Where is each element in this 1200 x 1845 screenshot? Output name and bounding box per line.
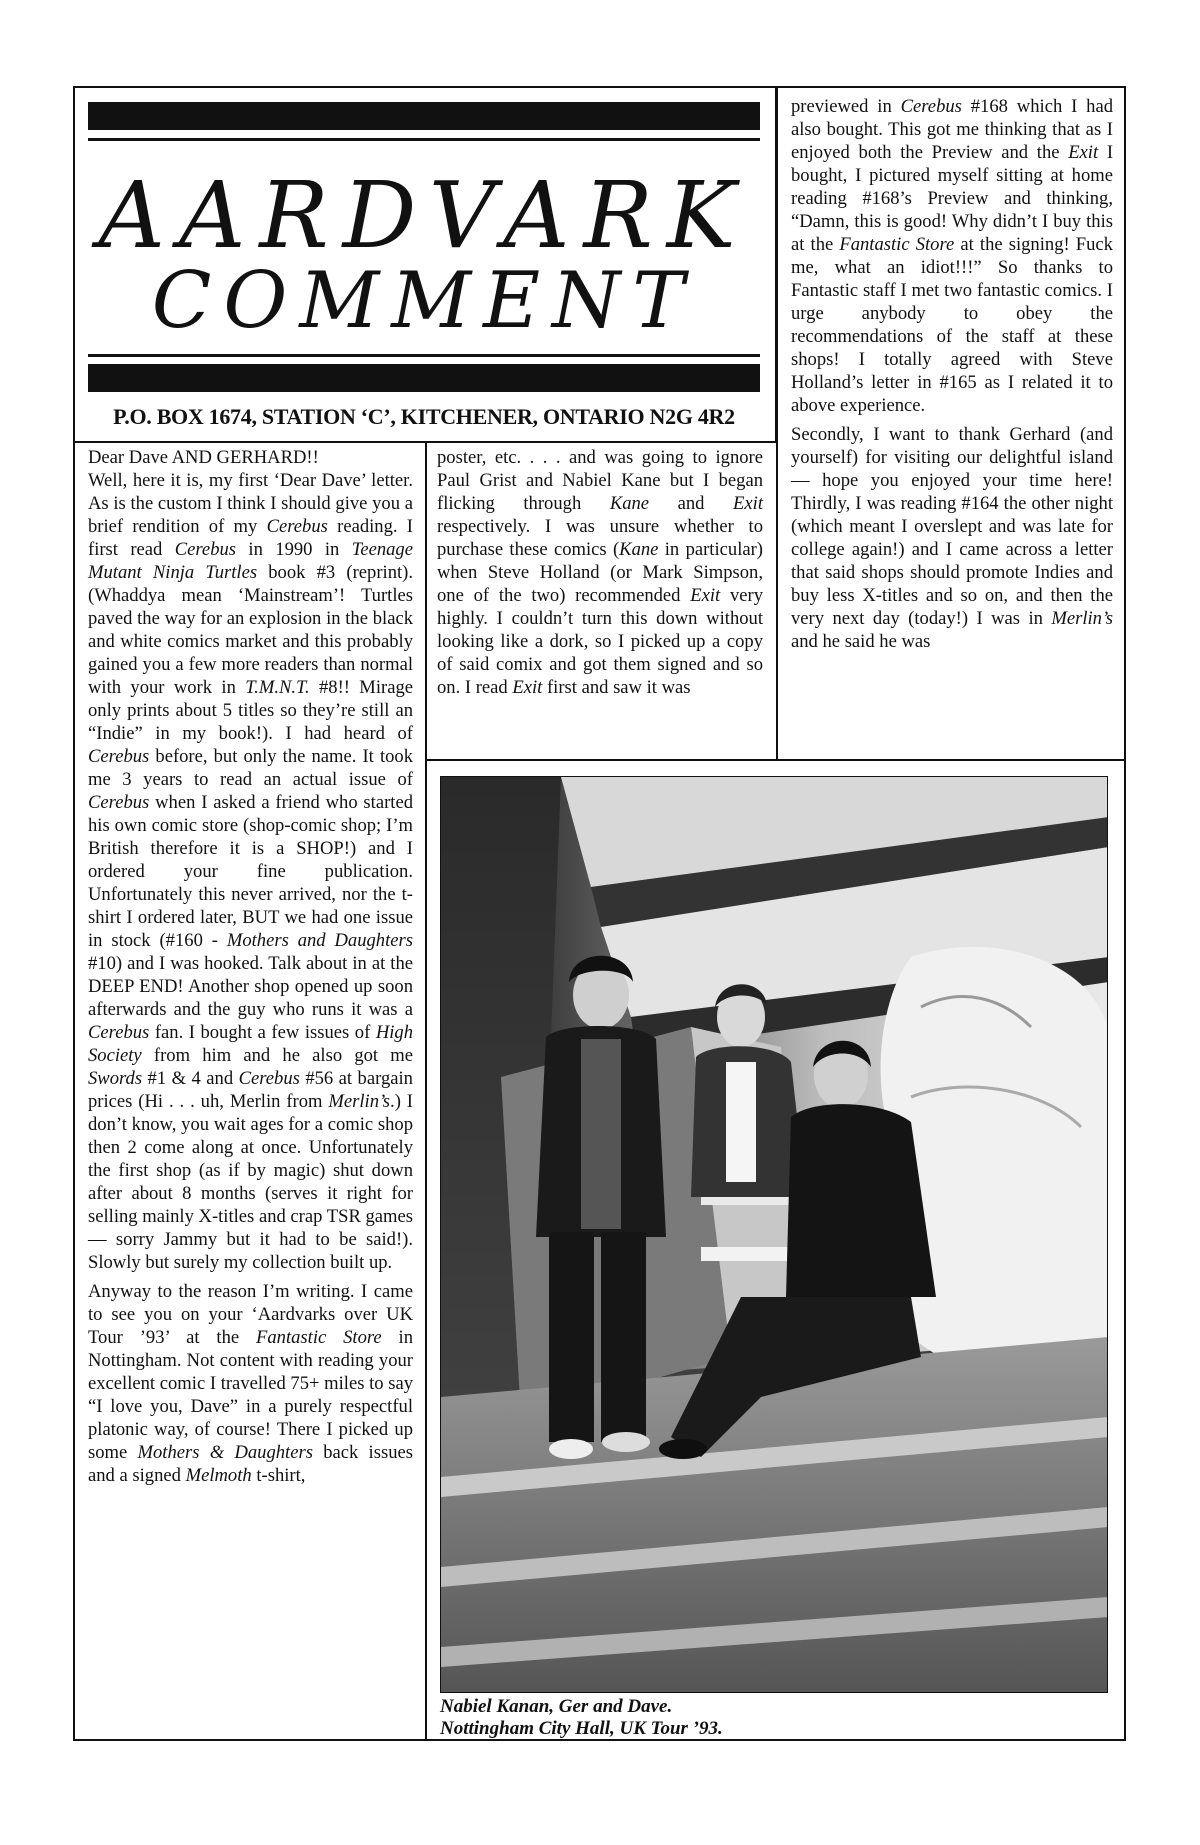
letter-paragraph-1: Well, here it is, my first ‘Dear Dave’ letter. As is the custom I think I should give you a brief rendition of my Cerebus reading. I first read Cerebus in 1990 in Teenage Mutant Ninja Turtles book #3 (reprint). (Whaddya mean ‘Mainstream’! Turtles paved the way for an explosion in the black and white comics market and this probably gained you a few more readers than normal with your work in T.M.N.T. #8!! Mirage only prints about 5 titles so they’re still an “Indie” in my book!). I had heard of Cerebus before, but only the name. It took me 3 years to read an actual issue of Cerebus when I asked a friend who started his own comic store (shop-comic shop; I’m British therefore it is a SHOP!) and I ordered your fine publication. Unfortunately this never arrived, nor the t-shirt I ordered later, BUT we had one issue in stock (#160 - Mothers and Daughters #10) and I was hooked. Talk about in at the DEEP END! Another shop opened up soon afterwards and the guy who runs it was a Cerebus fan. I bought a few issues of High Society from him and he also got me Swords #1 & 4 and Cerebus #56 at bargain prices (Hi . . . uh, Merlin from Merlin’s.) I don’t know, you wait ages for a comic shop then 2 come along at once. Unfortunately the first shop (as if by magic) shut down after about 8 months (serves it right for selling mainly X-titles and crap TSR games — sorry Jammy but it had to be said!). Slowly but surely my collection built up. [88, 470, 413, 1273]
photo-top-rule [425, 759, 1126, 761]
masthead-top-bar [88, 102, 760, 130]
masthead-title-line2: COMMENT [151, 256, 697, 346]
column-rule [425, 441, 427, 1741]
letter-salutation: Dear Dave AND GERHARD!! [88, 447, 319, 468]
photo-caption [440, 1696, 1108, 1740]
masthead [73, 86, 777, 441]
masthead-top-rule [88, 138, 760, 141]
letter-paragraph-2: Anyway to the reason I’m writing. I came to see you on your ‘Aardvarks over UK Tour ’93’ at the Fantastic Store in Nottingham. Not content with reading your excellent comic I travelled 75+ miles to say “I love you, Dave” in a purely respectful platonic way, of course! There I picked up some Mothers & Daughters back issues and a signed Melmoth t-shirt, [88, 1281, 413, 1486]
masthead-address: P.O. BOX 1674, STATION ‘C’, KITCHENER, ONTARIO N2G 4R2 [113, 404, 735, 429]
masthead-bottom-bar [88, 364, 760, 392]
group-photo [440, 776, 1108, 1693]
letter-paragraph-3: previewed in Cerebus #168 which I had also bought. This got me thinking that as I enjoyed both the Preview and the Exit I bought, I pictured myself sitting at home reading #168’s Preview and thinking, “Damn, this is good! Why didn’t I buy this at the Fantastic Store at the signing! Fuck me, what an idiot!!!” So thanks to Fantastic staff I met two fantastic comics. I urge anybody to obey the recommendations of the staff at these shops! I totally agreed with Steve Holland’s letter in #165 as I related it to above experience. [791, 96, 1114, 416]
photo-caption-line2: Nottingham City Hall, UK Tour ’93. [440, 1718, 723, 1739]
photo-caption-line1: Nabiel Kanan, Ger and Dave. [440, 1696, 673, 1717]
masthead-title-line1: AARDVARK [98, 162, 750, 269]
letter-paragraph-continued: poster, etc. . . . and was going to ignore Paul Grist and Nabiel Kane but I began flicking through Kane and Exit respectively. I was unsure whether to purchase these comics (Kane in particular) when Steve Holland (or Mark Simpson, one of the two) recommended Exit very highly. I couldn’t turn this down without looking like a dork, so I picked up a copy of said comix and got them signed and so on. I read Exit first and saw it was [437, 447, 763, 698]
letter-column-3 [791, 95, 1113, 659]
masthead-bottom-thin-rule [88, 354, 760, 357]
group-photo-illustration [441, 777, 1108, 1693]
letter-column-2 [437, 446, 763, 699]
letter-paragraph-4: Secondly, I want to thank Gerhard (and yourself) for visiting our delightful island — hope you enjoyed your time here! Thirdly, I was reading #164 the other night (which meant I overslept and was late for college again!) and I came across a letter that said shops should promote Indies and buy less X-titles and so on, and then the very next day (today!) I was in Merlin’s and he said he was [791, 424, 1113, 652]
letter-column-1 [88, 446, 413, 1493]
